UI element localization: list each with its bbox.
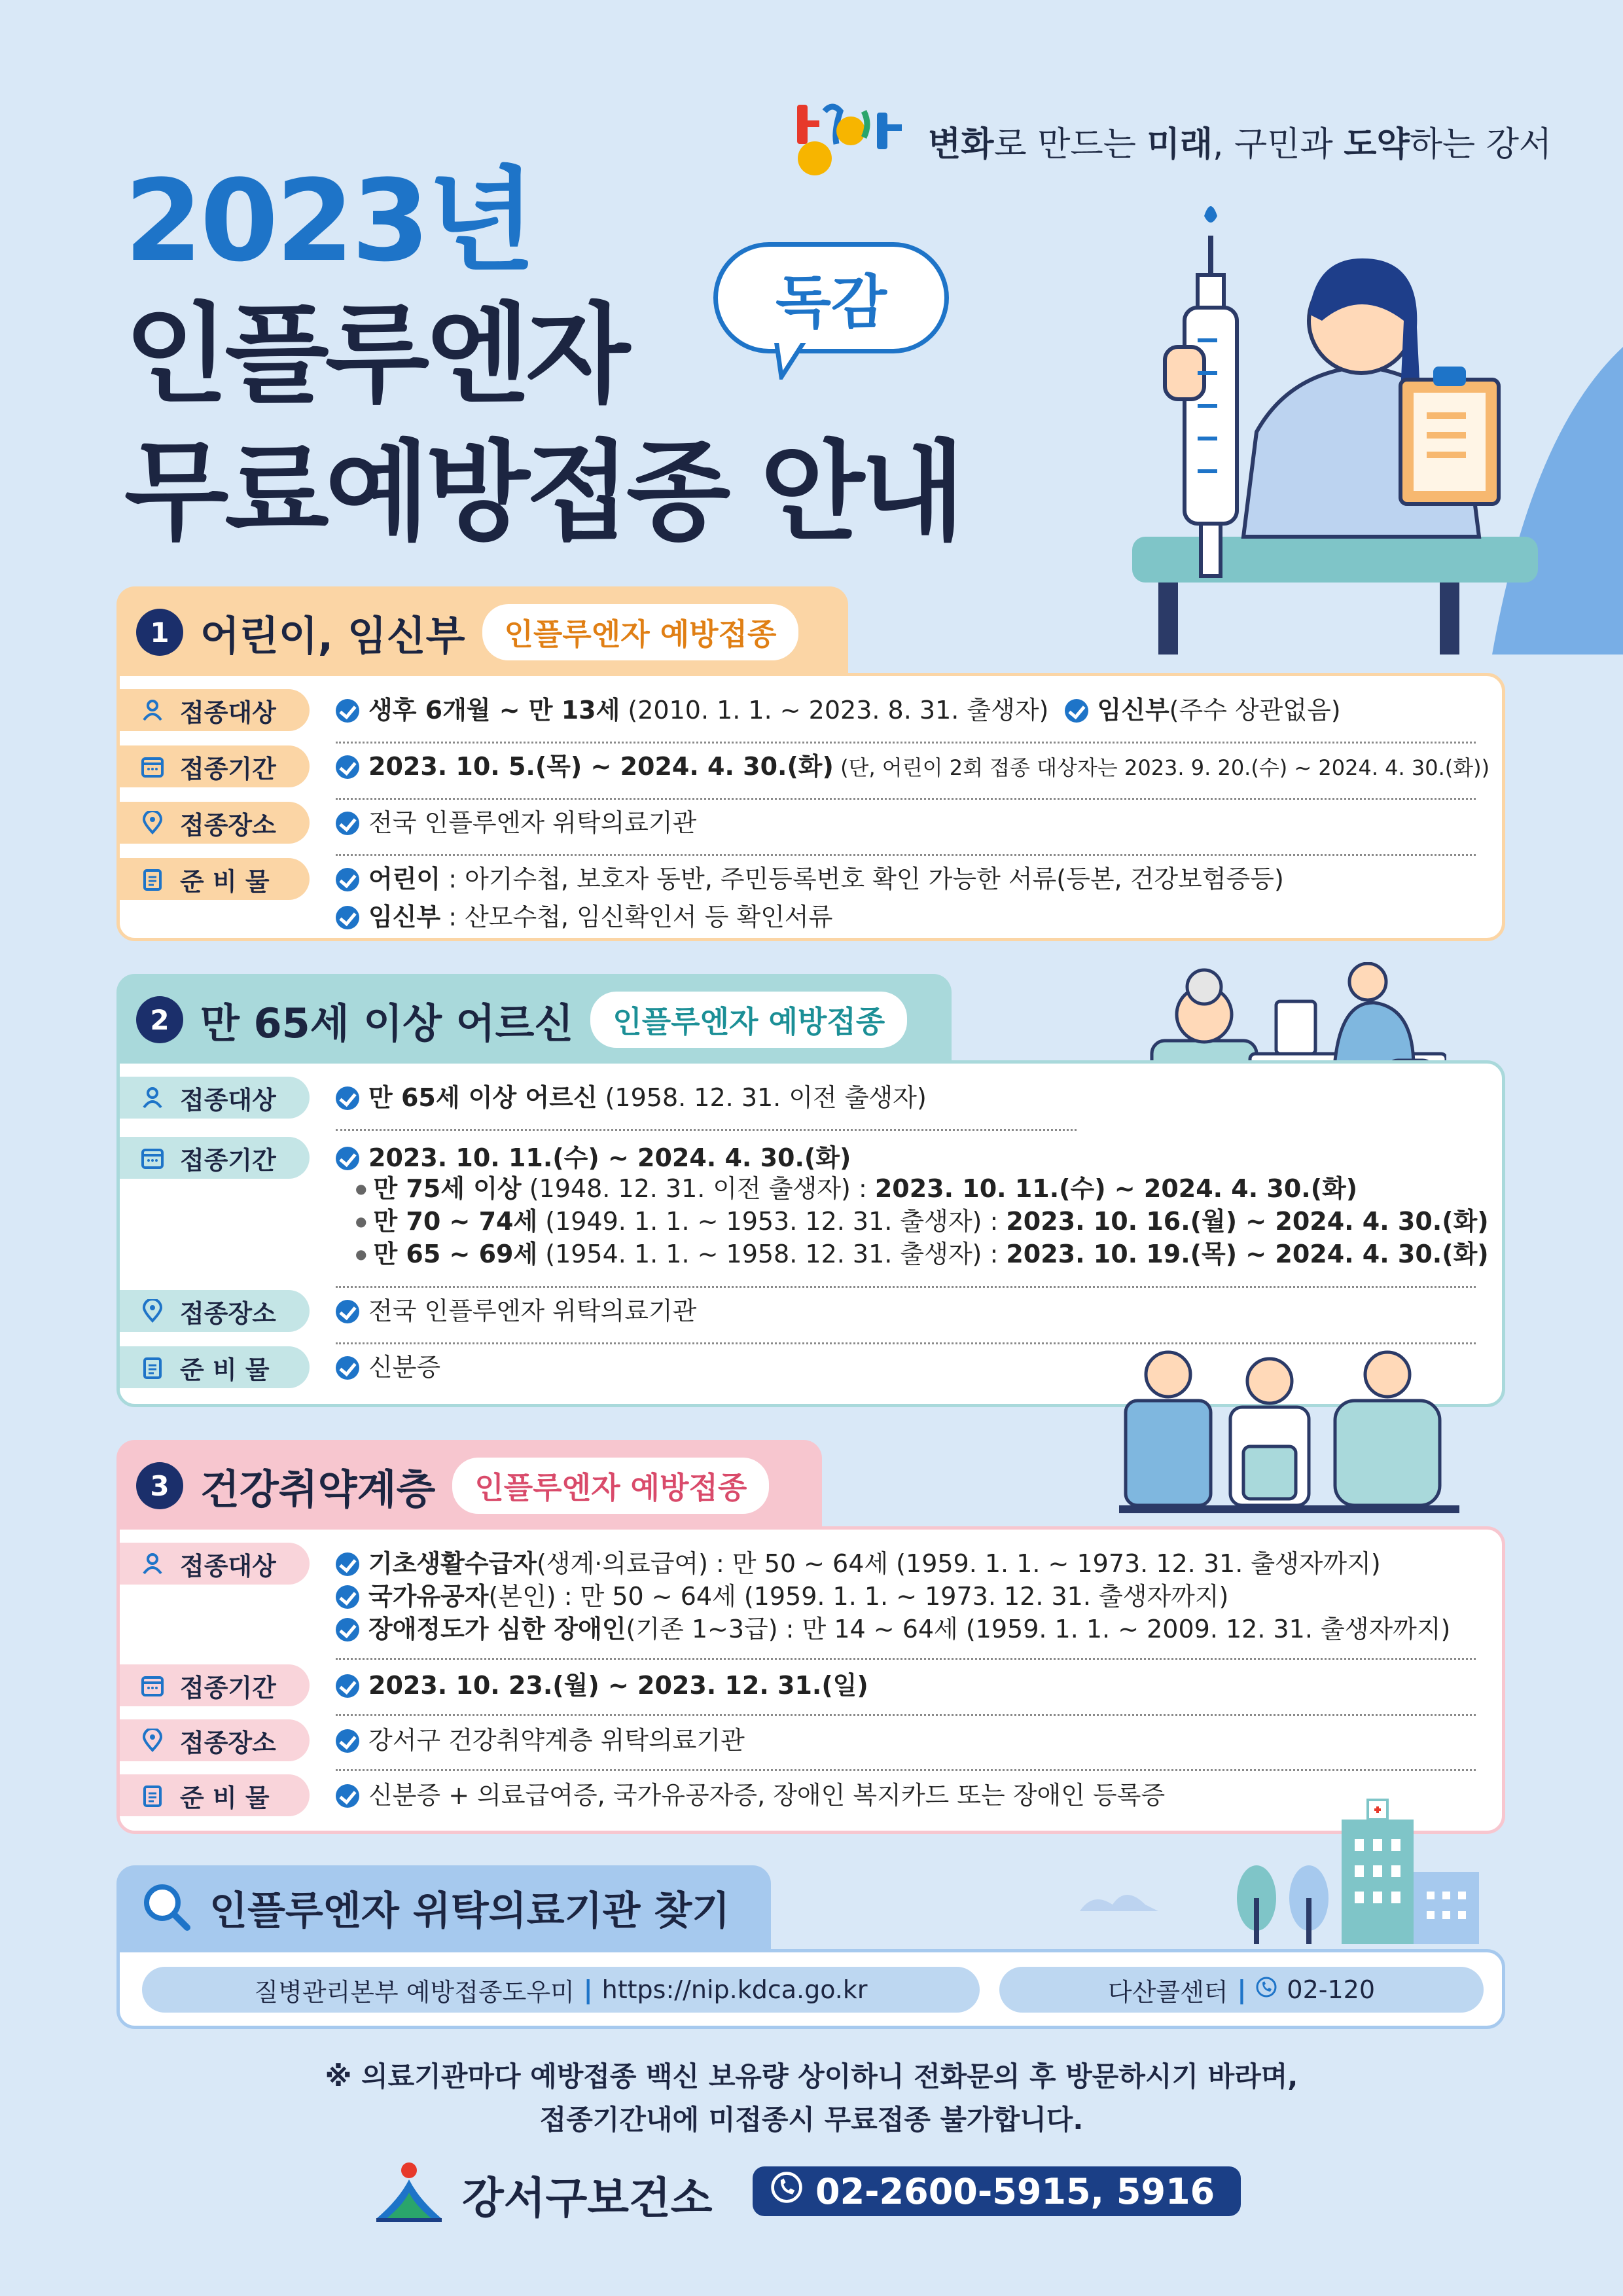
period-text: 2023. 10. 23.(월) ~ 2023. 12. 31.(일) xyxy=(336,1671,868,1700)
divider xyxy=(336,742,1476,744)
prep-text: 신분증 + 의료급여증, 국가유공자증, 장애인 복지카드 또는 장애인 등록증 xyxy=(336,1781,1165,1810)
calendar-icon xyxy=(139,1145,166,1171)
period-label: 접종기간 xyxy=(120,1137,310,1179)
section-1-header xyxy=(116,586,848,678)
target-text: 만 65세 이상 어르신 (1958. 12. 31. 이전 출생자) xyxy=(336,1083,927,1112)
section-badge: 인플루엔자 예방접종 xyxy=(590,992,907,1048)
section-1-box xyxy=(116,673,1505,941)
prep-text: 어린이 : 아기수첩, 보호자 동반, 주민등록번호 확인 가능한 서류(등본, 건강보험증등) 임신부 : 산모수첩, 임신확인서 등 확인서류 xyxy=(336,865,1284,931)
find-clinic-header xyxy=(116,1865,771,1950)
prep-text: 신분증 xyxy=(336,1353,440,1382)
check-circle-icon xyxy=(336,1086,359,1110)
divider xyxy=(336,854,1476,856)
place-text: 강서구 건강취약계층 위탁의료기관 xyxy=(336,1726,745,1755)
hospital-buildings-illustration xyxy=(1080,1793,1486,1950)
section-number: 2 xyxy=(136,996,183,1043)
divider xyxy=(336,798,1476,800)
doctor-with-syringe-illustration xyxy=(1126,196,1623,655)
prep-label: 준 비 물 xyxy=(120,858,310,900)
check-circle-icon xyxy=(336,1552,359,1576)
section-title: 만 65세 이상 어르신 xyxy=(200,999,574,1047)
prep-label: 준 비 물 xyxy=(120,1346,310,1388)
place-label: 접종장소 xyxy=(120,802,310,844)
location-pin-icon xyxy=(139,810,166,836)
section-3-box xyxy=(116,1526,1505,1834)
slogan xyxy=(785,98,1552,183)
magnifier-icon xyxy=(140,1880,192,1935)
health-center-phone[interactable]: 02-2600-5915, 5916 xyxy=(753,2166,1241,2216)
place-label: 접종장소 xyxy=(120,1719,310,1761)
prep-label: 준 비 물 xyxy=(120,1774,310,1816)
check-circle-icon xyxy=(336,699,359,723)
gangseo-health-center-logo xyxy=(373,2160,445,2228)
person-icon xyxy=(139,697,166,723)
section-badge: 인플루엔자 예방접종 xyxy=(452,1458,769,1514)
find-clinic-title: 인플루엔자 위탁의료기관 찾기 xyxy=(209,1888,730,1934)
target-label: 접종대상 xyxy=(120,1077,310,1119)
slogan-text: 변화로 만드는 미래, 구민과 도약하는 강서 xyxy=(928,124,1552,164)
period-text: 2023. 10. 5.(목) ~ 2024. 4. 30.(화) (단, 어린이 2회 접종 대상자는 2023. 9. 20.(수) ~ 2024. 4. 30.(화)) xyxy=(336,752,1489,782)
find-clinic-box xyxy=(116,1949,1505,2029)
health-center-org xyxy=(373,2160,713,2228)
check-circle-icon xyxy=(336,1147,359,1170)
check-circle-icon xyxy=(336,1356,359,1380)
title-free-vaccination-guide: 무료예방접종 안내 xyxy=(124,429,961,555)
check-circle-icon xyxy=(336,1784,359,1808)
divider xyxy=(336,1129,1077,1131)
age-group-70-74: ● 만 70 ~ 74세 (1949. 1. 1. ~ 1953. 12. 31. 출생자) : 2023. 10. 16.(월) ~ 2024. 4. 30.(화) xyxy=(336,1205,1489,1238)
call-number[interactable]: 02-120 xyxy=(1287,1975,1376,2004)
check-circle-icon xyxy=(336,1674,359,1698)
phone-icon xyxy=(770,2170,804,2213)
divider xyxy=(336,1658,1476,1660)
target-text: 기초생활수급자(생계·의료급여) : 만 50 ~ 64세 (1959. 1. 1. ~ 1973. 12. 31. 출생자까지) 국가유공자(본인) : 만 50 ~ 64세 (1959. 1. 1. ~ 1973. 12. 31. 출생자까지) 장애정도가 심한 장애인(기존 1~3급) : 만 14 ~ 64세 (1959. 1. 1. ~ 2009. 12. 31. 출생자까지) xyxy=(336,1549,1450,1643)
place-label: 접종장소 xyxy=(120,1290,310,1332)
check-circle-icon xyxy=(336,1585,359,1609)
section-3-header xyxy=(116,1440,822,1532)
section-number: 1 xyxy=(136,609,183,656)
vulnerable-group-people-illustration xyxy=(1119,1348,1459,1525)
person-icon xyxy=(139,1085,166,1111)
divider xyxy=(336,1714,1476,1716)
place-text: 전국 인플루엔자 위탁의료기관 xyxy=(336,1297,696,1325)
dasan-call-center[interactable]: 다산콜센터 | 02-120 xyxy=(999,1967,1484,2013)
target-text: 생후 6개월 ~ 만 13세 (2010. 1. 1. ~ 2023. 8. 31. 출생자) 임신부(주수 상관없음) xyxy=(336,696,1341,725)
clipboard-icon xyxy=(139,866,166,892)
health-center-name: 강서구보건소 xyxy=(462,2172,713,2223)
divider xyxy=(336,1286,1476,1288)
age-group-65-69: ● 만 65 ~ 69세 (1954. 1. 1. ~ 1958. 12. 31. 출생자) : 2023. 10. 19.(목) ~ 2024. 4. 30.(화) xyxy=(336,1238,1489,1270)
phone-icon xyxy=(1255,1975,1277,2004)
clipboard-icon xyxy=(139,1782,166,1808)
title-influenza: 인플루엔자 xyxy=(124,292,626,418)
site-url[interactable]: https://nip.kdca.go.kr xyxy=(601,1975,868,2004)
check-circle-icon xyxy=(336,906,359,929)
age-group-75: ● 만 75세 이상 (1948. 12. 31. 이전 출생자) : 2023. 10. 11.(수) ~ 2024. 4. 30.(화) xyxy=(336,1172,1489,1205)
period-label: 접종기간 xyxy=(120,1664,310,1706)
section-number: 3 xyxy=(136,1462,183,1509)
check-circle-icon xyxy=(336,1729,359,1753)
calendar-icon xyxy=(139,1672,166,1698)
calendar-icon xyxy=(139,753,166,780)
check-circle-icon xyxy=(336,868,359,891)
person-icon xyxy=(139,1551,166,1577)
divider xyxy=(336,1342,1476,1344)
target-label: 접종대상 xyxy=(120,1543,310,1585)
section-title: 건강취약계층 xyxy=(200,1465,436,1513)
divider xyxy=(336,1769,1476,1771)
section-2-header xyxy=(116,974,952,1066)
check-circle-icon xyxy=(336,755,359,779)
flu-speech-bubble: 독감 xyxy=(713,242,949,353)
title-year: 2023년 xyxy=(124,155,533,287)
location-pin-icon xyxy=(139,1298,166,1324)
period-label: 접종기간 xyxy=(120,745,310,787)
target-label: 접종대상 xyxy=(120,689,310,731)
vaccination-helper-link[interactable]: 질병관리본부 예방접종도우미 | https://nip.kdca.go.kr xyxy=(142,1967,980,2013)
check-circle-icon xyxy=(1065,699,1088,723)
section-badge: 인플루엔자 예방접종 xyxy=(482,604,799,660)
period-text: 2023. 10. 11.(수) ~ 2024. 4. 30.(화) ● 만 75세 이상 (1948. 12. 31. 이전 출생자) : 2023. 10. 11.(수) ~ 2024. 4. 30.(화) ● 만 70 ~ 74세 (1949. 1. 1. ~ 1953. 12. 31. 출생자) : 2023. 10. 16.(월) ~ 2024. 4. 30.(화) ● 만 65 ~ 69세 (1954. 1. 1. ~ 1958. 12. 31. 출생자) : 2023. 10. 19.(목) ~ 2024. 4. 30.(화) xyxy=(336,1143,1489,1270)
gangseo-logo xyxy=(785,98,910,183)
check-circle-icon xyxy=(336,812,359,835)
location-pin-icon xyxy=(139,1727,166,1753)
clipboard-icon xyxy=(139,1354,166,1380)
section-title: 어린이, 임신부 xyxy=(200,611,465,660)
check-circle-icon xyxy=(336,1300,359,1323)
speech-bubble-tail xyxy=(772,340,812,380)
check-circle-icon xyxy=(336,1618,359,1641)
place-text: 전국 인플루엔자 위탁의료기관 xyxy=(336,808,696,837)
notice-text: ※ 의료기관마다 예방접종 백신 보유량 상이하니 전화문의 후 방문하시기 바라며, 접종기간내에 미접종시 무료접종 불가합니다. xyxy=(325,2060,1298,2136)
